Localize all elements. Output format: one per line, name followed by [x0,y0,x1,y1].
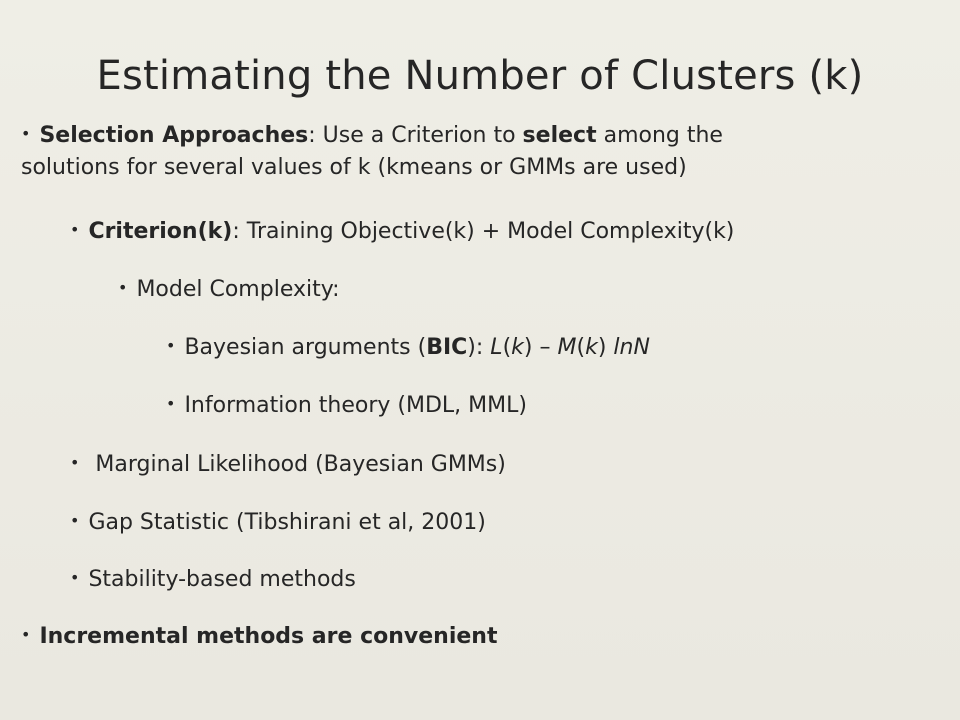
bullet-criterion [70,214,734,248]
bullet-text: Marginal Likelihood (Bayesian GMMs) [88,452,506,477]
bullet-icon: • [70,511,80,530]
formula-part: k [511,335,524,360]
bullet-icon: • [118,278,128,297]
bullet-text: Gap Statistic (Tibshirani et al, 2001) [88,510,486,535]
bullet-gap-statistic [70,505,486,539]
bullet-information-theory [166,388,527,422]
bullet-text: Information theory (MDL, MML) [184,393,527,418]
bullet-bold-text: Incremental methods are convenient [39,624,498,649]
bullet-bold-label: Selection Approaches [39,123,309,148]
formula-part: M [557,335,577,360]
bullet-model-complexity [118,272,340,306]
bullet-text: Model Complexity: [136,277,340,302]
bullet-icon: • [21,124,31,143]
bullet-icon: • [70,453,80,472]
formula-part: lnN [613,335,650,360]
bullet-icon: • [166,394,176,413]
bullet-marginal-likelihood [70,447,506,481]
bullet-text: among the [596,123,723,148]
bullet-icon: • [70,220,80,239]
formula-part: ) [597,335,614,360]
bullet-bold-label: Criterion(k) [88,219,233,244]
bullet-icon: • [70,568,80,587]
formula-part: ( [576,335,586,360]
bullet-selection-approaches-line2: solutions for several values of k (kmeans or GMMs are used) [21,155,687,180]
slide-title: Estimating the Number of Clusters (k) [96,53,864,99]
bullet-text: ): [467,335,491,360]
bullet-text: : Use a Criterion to [308,123,523,148]
bullet-incremental [21,619,497,653]
formula-part: L [490,335,503,360]
bullet-text: Bayesian arguments ( [184,335,427,360]
bullet-text: Stability-based methods [88,567,356,592]
bullet-bic [166,330,650,364]
bullet-bold-bic: BIC [426,335,468,360]
formula-part: ( [502,335,512,360]
bullet-text: : Training Objective(k) + Model Complexity(k) [232,219,735,244]
formula-part: ) – [523,335,558,360]
bullet-icon: • [166,336,176,355]
bullet-icon: • [21,625,31,644]
formula-part: k [585,335,598,360]
bullet-selection-approaches [21,118,723,152]
bullet-stability [70,562,356,596]
bullet-bold-select: select [522,123,597,148]
